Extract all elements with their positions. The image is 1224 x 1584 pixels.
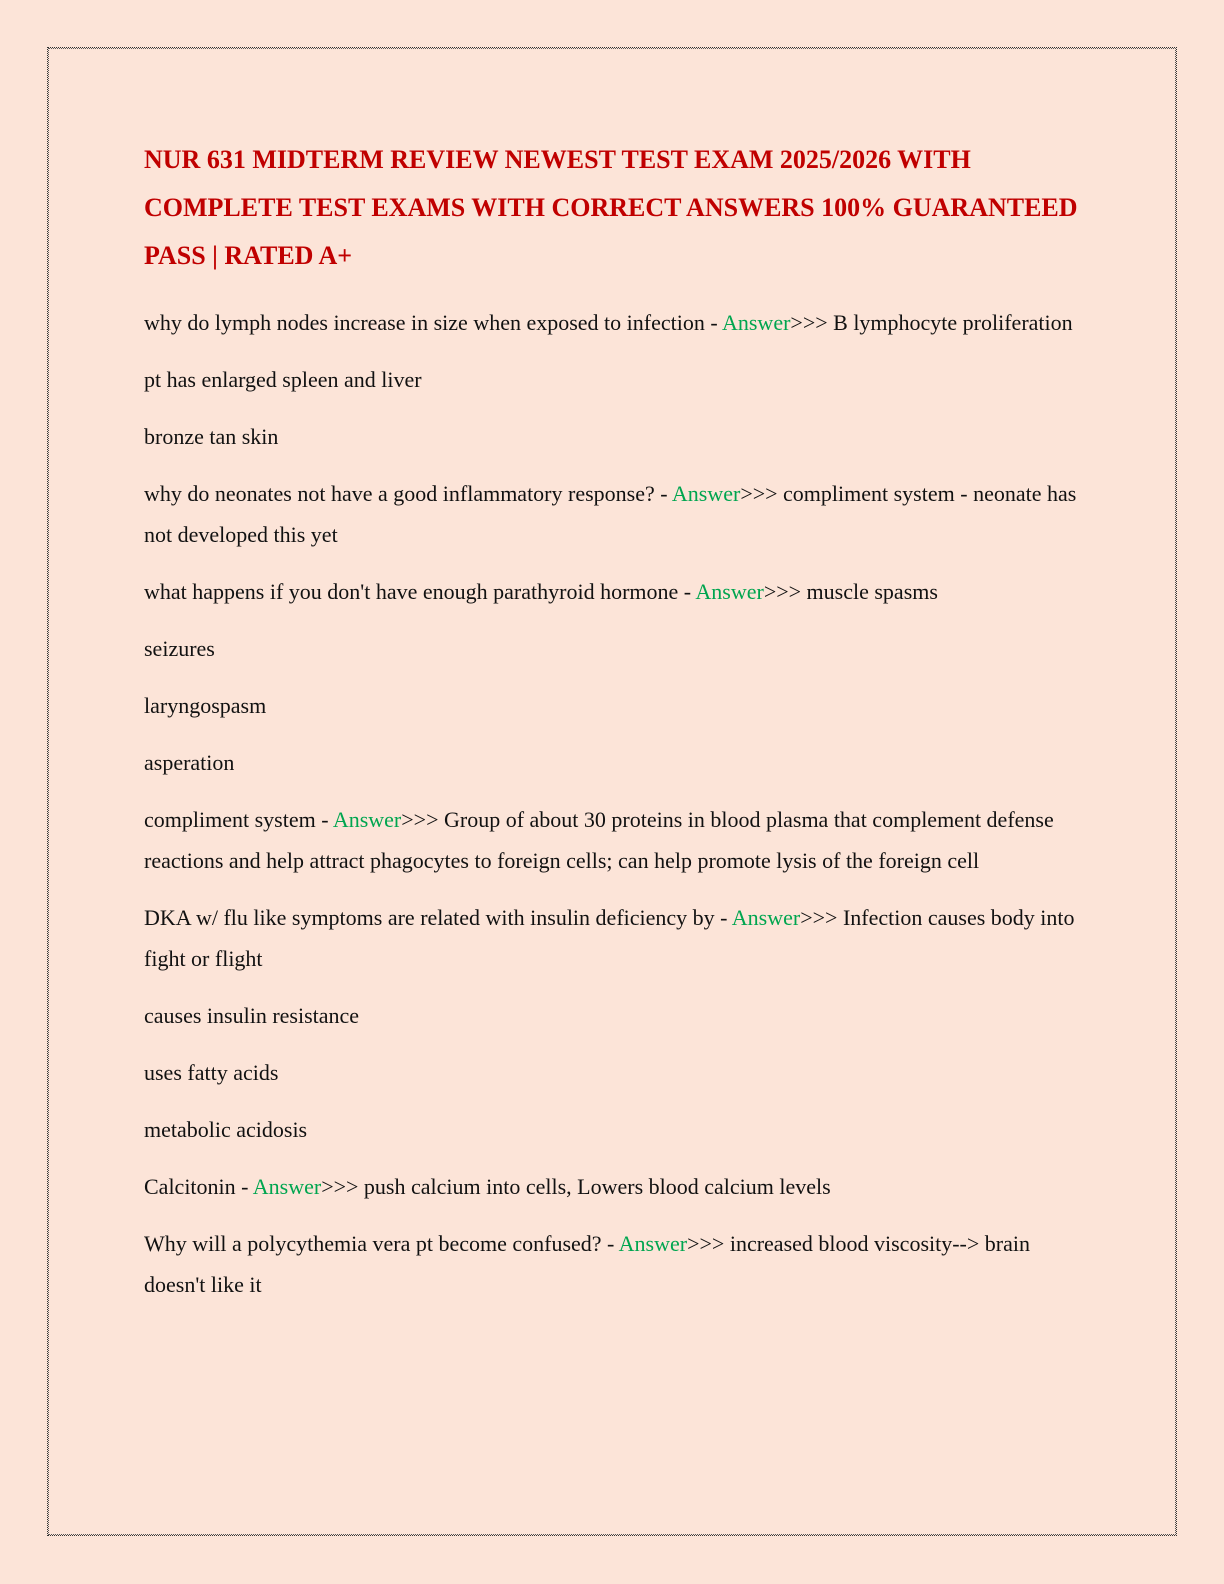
question-text: why do lymph nodes increase in size when exposed to infection - (144, 310, 722, 335)
text-line: uses fatty acids (144, 1060, 279, 1085)
text-line: laryngospasm (144, 693, 267, 718)
question-text: compliment system - (144, 807, 333, 832)
text-line: metabolic acidosis (144, 1117, 308, 1142)
qa-item (144, 1166, 1084, 1207)
question-text: Why will a polycythemia vera pt become confused? - (144, 1231, 619, 1256)
question-text: Calcitonin - (144, 1174, 253, 1199)
text-line: seizures (144, 636, 215, 661)
answer-label: Answer (731, 905, 801, 930)
answer-label: Answer (618, 1231, 688, 1256)
answer-text: >>> muscle spasms (763, 579, 938, 604)
text-line: causes insulin resistance (144, 1003, 360, 1028)
qa-item (144, 799, 1084, 881)
answer-label: Answer (721, 310, 791, 335)
answer-label: Answer (671, 481, 741, 506)
answer-label: Answer (332, 807, 402, 832)
qa-item (144, 1223, 1084, 1305)
question-text: DKA w/ flu like symptoms are related with insulin deficiency by - (144, 905, 732, 930)
answer-text: >>> Group of about 30 proteins in blood plasma that complement defense reactions and help attract phagocytes to foreign cells; can help promote lysis of the foreign cell (144, 807, 1054, 873)
qa-item (144, 571, 1084, 612)
document-title: NUR 631 MIDTERM REVIEW NEWEST TEST EXAM 2025/2026 WITH COMPLETE TEST EXAMS WITH CORRECT ANSWERS 100% GUARANTEED PASS | RATED A+ (144, 145, 1078, 270)
qa-item (144, 897, 1084, 979)
text-line: bronze tan skin (144, 424, 279, 449)
text-line: asperation (144, 750, 235, 775)
document-body (144, 136, 1084, 1321)
answer-label: Answer (252, 1174, 322, 1199)
answer-label: Answer (695, 579, 764, 604)
answer-text: >>> compliment system - neonate has not developed this yet (144, 481, 1077, 547)
answer-text: >>> B lymphocyte proliferation (790, 310, 1073, 335)
text-line: pt has enlarged spleen and liver (144, 367, 422, 392)
question-text: what happens if you don't have enough parathyroid hormone - (144, 579, 696, 604)
qa-item (144, 473, 1084, 555)
qa-item (144, 302, 1084, 343)
answer-text: >>> increased blood viscosity--> brain doesn't like it (144, 1231, 1030, 1297)
answer-text: >>> push calcium into cells, Lowers blood calcium levels (321, 1174, 831, 1199)
answer-text: >>> Infection causes body into fight or flight (144, 905, 1075, 971)
question-text: why do neonates not have a good inflammatory response? - (144, 481, 672, 506)
